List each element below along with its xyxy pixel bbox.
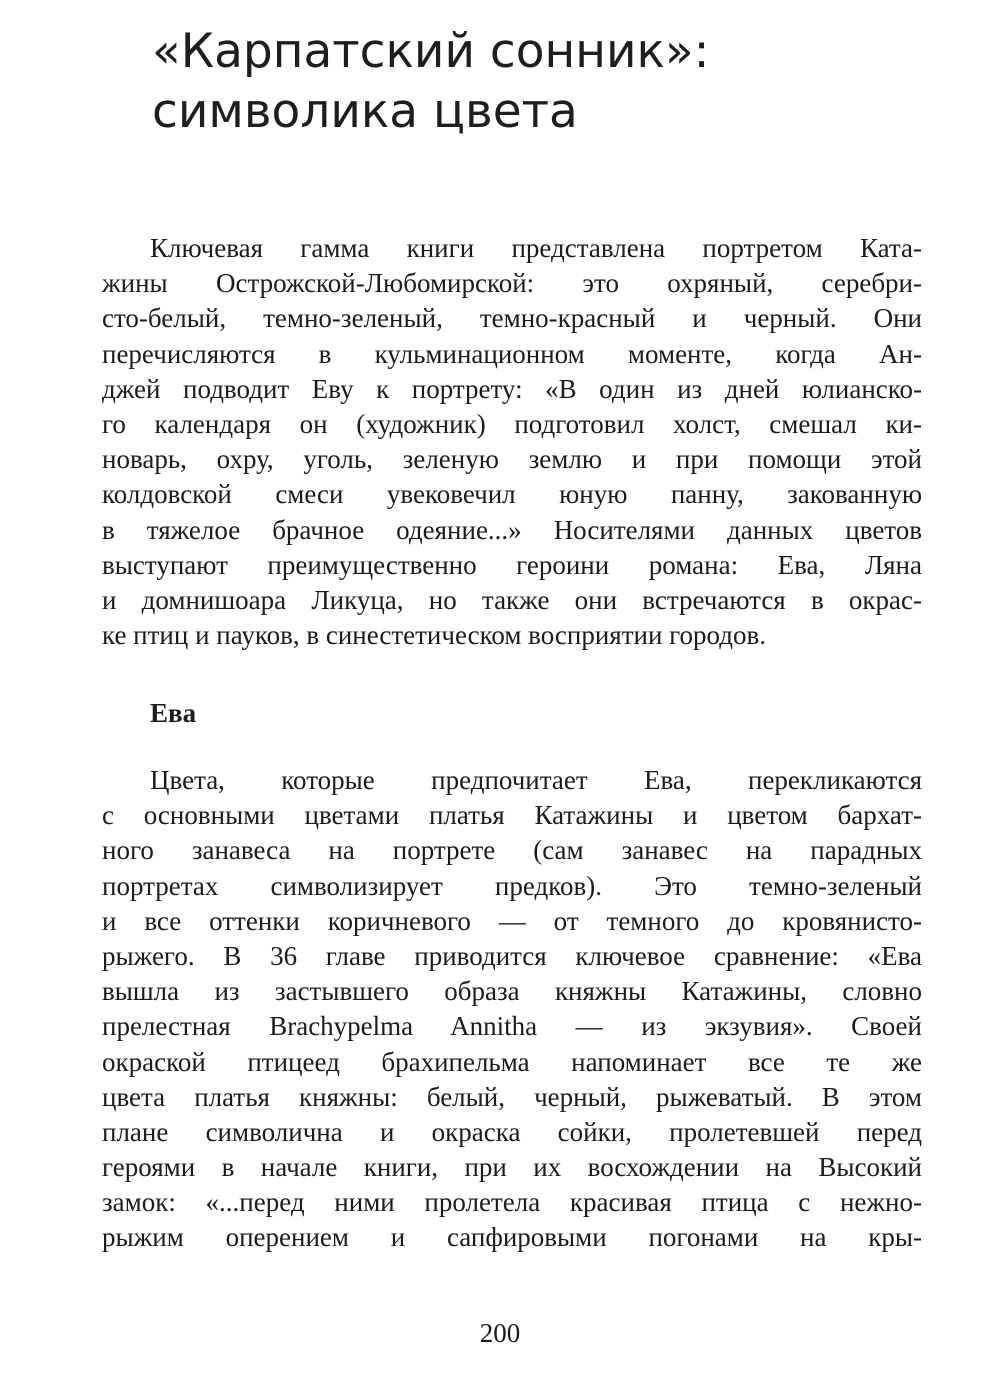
paragraph-line: Цвета, которые предпочитает Ева, перекликаются [150, 765, 922, 795]
paragraph-line: Ключевая гамма книги представлена портретом Ката- [150, 233, 922, 263]
paragraph-line: цвета платья княжны: белый, черный, рыжеватый. В этом [102, 1081, 922, 1112]
paragraph-line: ке птиц и пауков, в синестетическом восприятии городов. [102, 620, 767, 651]
paragraph-line: колдовской смеси увековечил юную панну, закованную [102, 479, 922, 510]
paragraph-line: окраской птицеед брахипельма напоминает все те же [102, 1046, 922, 1077]
paragraph-line: ного занавеса на портрете (сам занавес на парадных [102, 835, 922, 866]
section-heading: Ева [150, 698, 197, 728]
paragraph-line: сто-белый, темно-зеленый, темно-красный и черный. Они [102, 303, 922, 334]
chapter-title-line-2: символика цвета [152, 84, 578, 139]
paragraph-intro [102, 231, 922, 653]
paragraph-line: рыжего. В 36 главе приводится ключевое сравнение: «Ева [102, 940, 922, 971]
paragraph-line: джей подводит Еву к портрету: «В один из дней юлианско- [102, 373, 922, 404]
chapter-title-line-1: «Карпатский сонник»: [152, 24, 710, 79]
paragraph-line: выступают преимущественно героини романа: Ева, Ляна [102, 549, 922, 580]
paragraph-line: плане символична и окраска сойки, пролетевшей перед [102, 1116, 922, 1147]
paragraph-line: замок: «...перед ними пролетела красивая птица с нежно- [102, 1187, 922, 1218]
paragraph-line: вышла из застывшего образа княжны Катажины, словно [102, 976, 922, 1007]
paragraph-eva [102, 763, 922, 1256]
paragraph-line: новарь, охру, уголь, зеленую землю и при помощи этой [102, 444, 922, 475]
paragraph-line: и домнишоара Ликуца, но также они встречаются в окрас- [102, 584, 922, 615]
chapter-title [152, 22, 952, 142]
paragraph-line: с основными цветами платья Катажины и цветом бархат- [102, 800, 922, 831]
paragraph-line: героями в начале книги, при их восхождении на Высокий [102, 1152, 922, 1183]
paragraph-line: перечисляются в кульминационном моменте, когда Ан- [102, 338, 922, 369]
paragraph-line: прелестная Brachypelma Annitha — из экзувия». Своей [102, 1011, 922, 1042]
paragraph-line: го календаря он (художник) подготовил холст, смешал ки- [102, 408, 922, 439]
paragraph-line: рыжим оперением и сапфировыми погонами на кры- [102, 1222, 922, 1253]
paragraph-line: в тяжелое брачное одеяние...» Носителями данных цветов [102, 514, 922, 545]
paragraph-line: портретах символизирует предков). Это темно-зеленый [102, 870, 922, 901]
paragraph-line: жины Острожской-Любомирской: это охряный, серебри- [102, 268, 922, 299]
paragraph-line: и все оттенки коричневого — от темного до кровянисто- [102, 905, 922, 936]
page-number: 200 [479, 1318, 521, 1348]
